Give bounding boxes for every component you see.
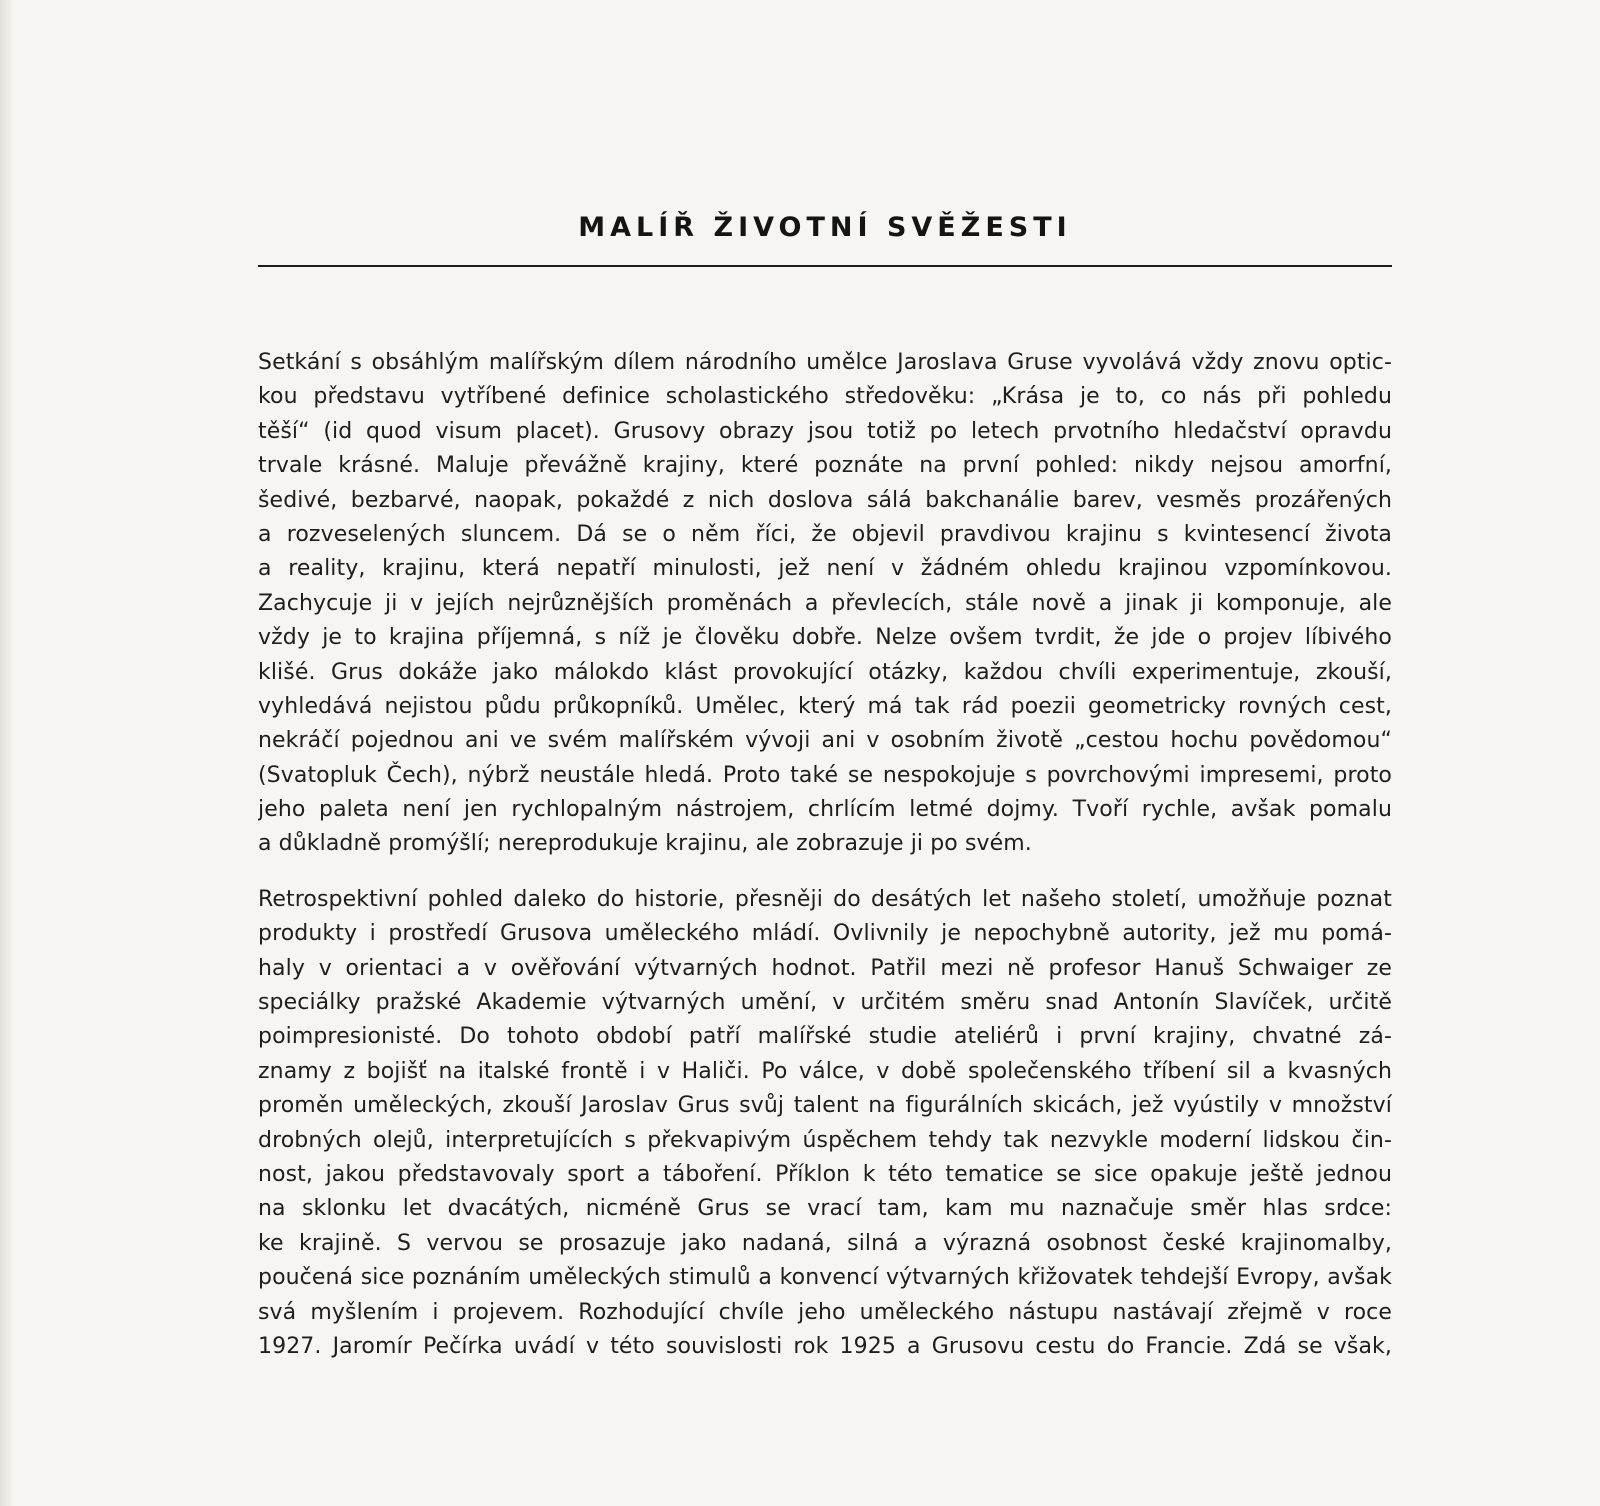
text-line: a důkladně promýšlí; nereprodukuje krajinu, ale zobrazuje ji po svém. — [258, 831, 1032, 857]
body-text — [258, 346, 1392, 1364]
text-line: vždy je to krajina příjemná, s níž je člověku dobře. Nelze ovšem tvrdit, že jde o projev líbivého — [258, 625, 1392, 651]
text-line: produkty i prostředí Grusova uměleckého mládí. Ovlivnily je nepochybně autority, jež mu pomá- — [258, 921, 1392, 947]
text-line: poimpresionisté. Do tohoto období patří malířské studie ateliérů i první krajiny, chvatné zá- — [258, 1024, 1392, 1050]
text-line: klišé. Grus dokáže jako málokdo klást provokující otázky, každou chvíli experimentuje, zkouší, — [258, 659, 1392, 685]
title-rule — [258, 265, 1392, 267]
text-line: na sklonku let dvacátých, nicméně Grus se vrací tam, kam mu naznačuje směr hlas srdce: — [258, 1196, 1392, 1222]
text-line: haly v orientaci a v ověřování výtvarných hodnot. Patřil mezi ně profesor Hanuš Schwaiger ze — [258, 955, 1392, 981]
text-line: poučená sice poznáním uměleckých stimulů a konvencí výtvarných křižovatek tehdejší Evropy, avšak — [258, 1265, 1392, 1291]
page-edge-shadow — [0, 0, 14, 1506]
text-line: vyhledává nejistou půdu průkopníků. Umělec, který má tak rád poezii geometricky rovných cest, — [258, 693, 1392, 719]
text-line: a rozveselených sluncem. Dá se o něm říci, že objevil pravdivou krajinu s kvintesencí života — [258, 521, 1392, 547]
text-line: a reality, krajinu, která nepatří minulosti, jež není v žádném ohledu krajinou vzpomínkovou. — [258, 556, 1392, 582]
text-line: drobných olejů, interpretujících s překvapivým úspěchem tehdy tak nezvykle moderní lidskou čin- — [258, 1127, 1392, 1153]
text-line: nekráčí pojednou ani ve svém malířském vývoji ani v osobním životě „cestou hochu povědomou“ — [258, 728, 1392, 754]
paragraph-2 — [258, 883, 1392, 1364]
page-title: MALÍŘ ŽIVOTNÍ SVĚŽESTI — [578, 212, 1072, 243]
text-line: jeho paleta není jen rychlopalným nástrojem, chrlícím letmé dojmy. Tvoří rychle, avšak pomalu — [258, 797, 1392, 823]
text-line: speciálky pražské Akademie výtvarných umění, v určitém směru snad Antonín Slavíček, určitě — [258, 990, 1392, 1016]
text-line: šedivé, bezbarvé, naopak, pokaždé z nich doslova sálá bakchanálie barev, vesměs prozářených — [258, 487, 1392, 513]
text-line: Zachycuje ji v jejích nejrůznějších proměnách a převlecích, stále nově a jinak ji komponuje, ale — [258, 590, 1392, 616]
text-line: znamy z bojišť na italské frontě i v Haliči. Po válce, v době společenského tříbení sil a kvasných — [258, 1058, 1392, 1084]
text-line: svá myšlením i projevem. Rozhodující chvíle jeho uměleckého nástupu nastávají zřejmě v roce — [258, 1299, 1392, 1325]
text-line: těší“ (id quod visum placet). Grusovy obrazy jsou totiž po letech prvotního hledačství opravdu — [258, 418, 1392, 444]
text-line: 1927. Jaromír Pečírka uvádí v této souvislosti rok 1925 a Grusovu cestu do Francie. Zdá se však, — [258, 1333, 1392, 1359]
paragraph-1 — [258, 346, 1392, 862]
text-line: Retrospektivní pohled daleko do historie, přesněji do desátých let našeho století, umožňuje poznat — [258, 886, 1392, 912]
text-line: nost, jakou představovaly sport a táboření. Příklon k této tematice se sice opakuje ještě jednou — [258, 1161, 1392, 1187]
text-line: Setkání s obsáhlým malířským dílem národního umělce Jaroslava Gruse vyvolává vždy znovu optic- — [258, 350, 1392, 375]
text-line: (Svatopluk Čech), nýbrž neustále hledá. Proto také se nespokojuje s povrchovými impresemi, proto — [258, 762, 1392, 788]
text-line: proměn uměleckých, zkouší Jaroslav Grus svůj talent na figurálních skicách, jež vyústily v množství — [258, 1093, 1392, 1119]
text-line: ke krajině. S vervou se prosazuje jako nadaná, silná a výrazná osobnost české krajinomalby, — [258, 1230, 1392, 1256]
text-line: trvale krásné. Maluje převážně krajiny, které poznáte na první pohled: nikdy nejsou amorfní, — [258, 453, 1392, 479]
text-line: kou představu vytříbené definice scholastického středověku: „Krása je to, co nás při pohledu — [258, 384, 1392, 410]
